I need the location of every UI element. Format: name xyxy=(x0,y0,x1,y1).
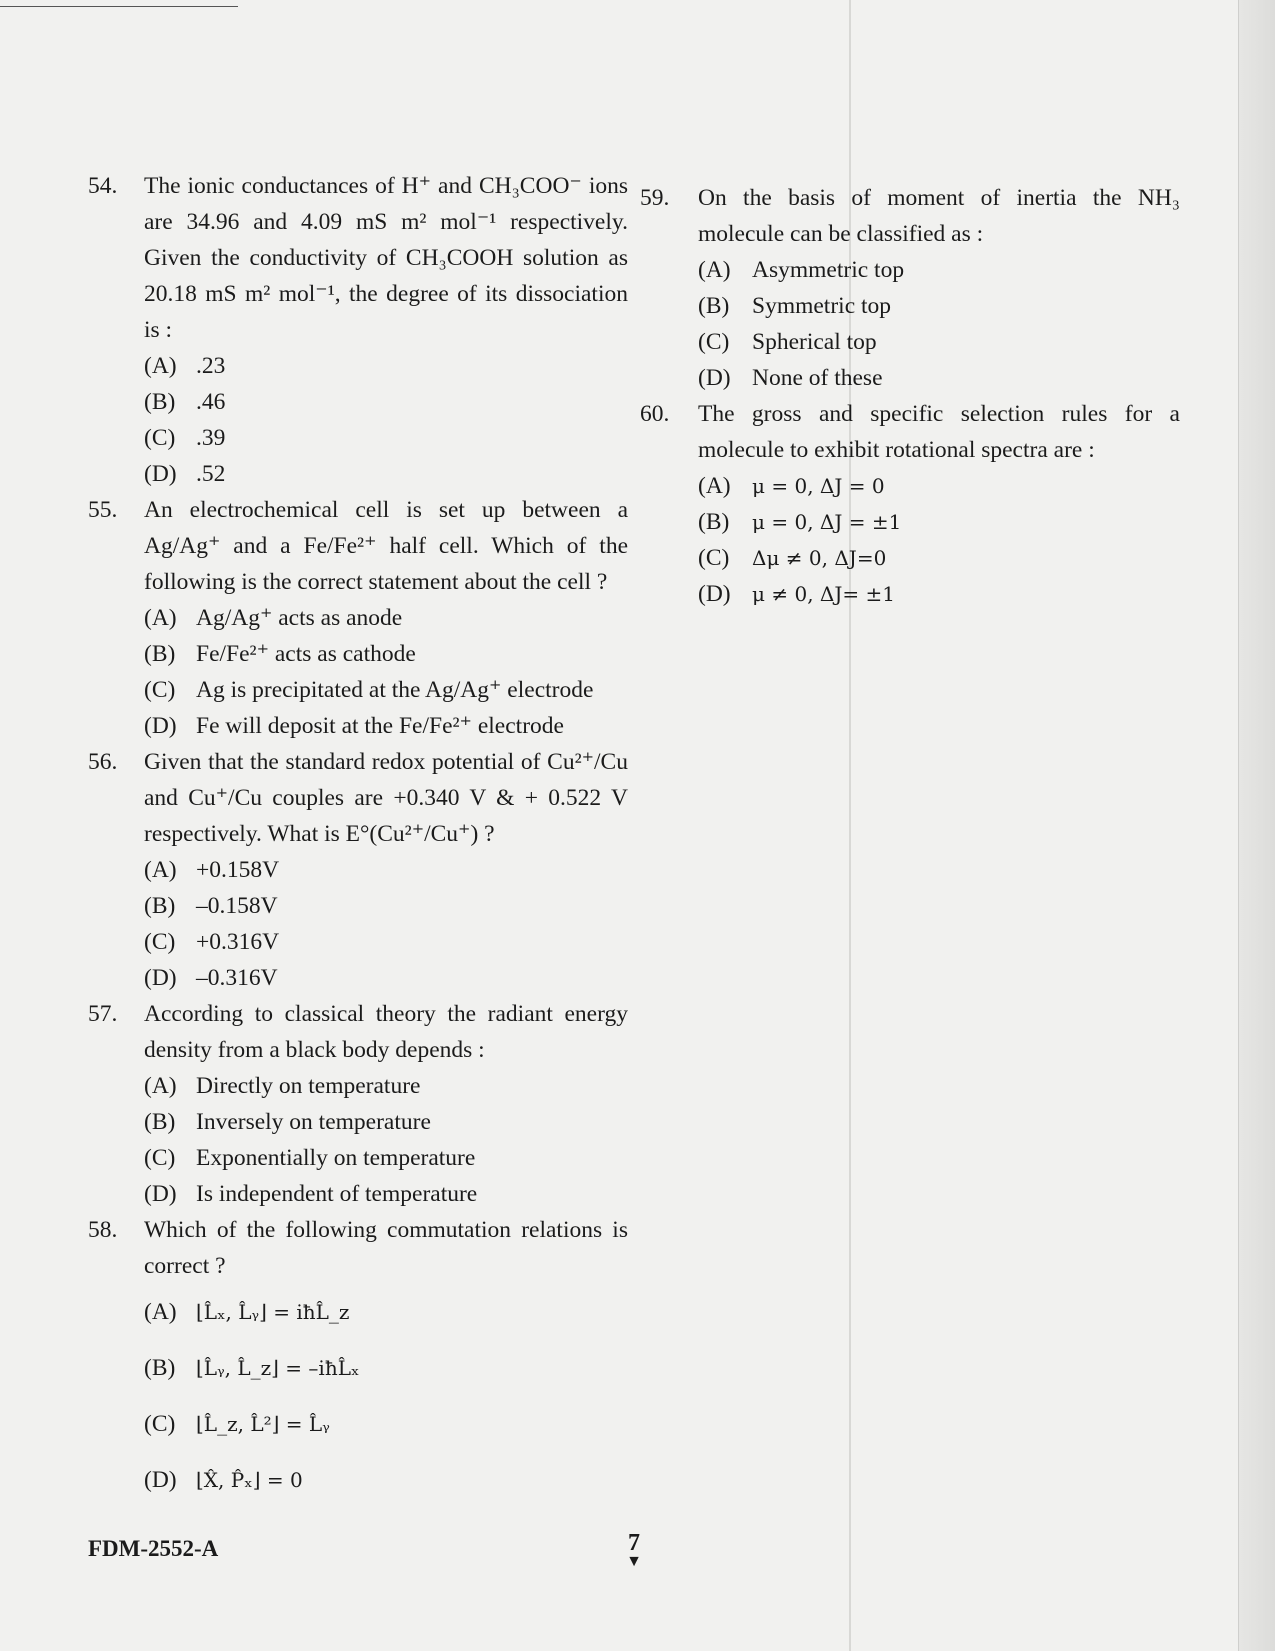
option-letter: (C) xyxy=(144,677,176,703)
option-letter: (D) xyxy=(698,365,731,391)
option-text: None of these xyxy=(752,365,883,391)
option-b xyxy=(144,384,628,420)
option-b xyxy=(144,636,628,672)
option-text: Inversely on temperature xyxy=(196,1109,431,1135)
option-letter: (A) xyxy=(698,473,731,499)
option-text: Symmetric top xyxy=(752,293,892,319)
option-a xyxy=(698,468,1180,504)
option-text: Ag/Ag⁺ acts as anode xyxy=(196,605,403,631)
option-text: μ = 0, ΔJ = ±1 xyxy=(752,510,902,534)
option-letter: (B) xyxy=(698,293,730,319)
option-a xyxy=(144,600,628,636)
option-letter: (B) xyxy=(144,1355,176,1381)
option-letter: (A) xyxy=(144,1073,177,1099)
option-b xyxy=(144,1340,628,1396)
option-letter: (B) xyxy=(144,641,176,667)
option-b xyxy=(698,504,1180,540)
option-text: .46 xyxy=(196,389,226,415)
option-c xyxy=(698,324,1180,360)
right-column xyxy=(640,180,1180,612)
question-text: Given that the standard redox potential of Cu²⁺/Cu and Cu⁺/Cu couples are +0.340 V & + 0.522 V respectively. What is E°(Cu²⁺/Cu⁺) ? xyxy=(144,749,628,847)
question-text: The gross and specific selection rules for a molecule to exhibit rotational spectra are : xyxy=(698,401,1180,463)
question-54 xyxy=(88,168,628,492)
top-rule xyxy=(0,6,238,7)
option-text: Ag is precipitated at the Ag/Ag⁺ electrode xyxy=(196,677,594,703)
option-d xyxy=(144,960,628,996)
option-d xyxy=(698,360,1180,396)
option-formula: ⌊L̂ₓ, L̂ᵧ⌋ = iħL̂_z xyxy=(196,1300,350,1324)
option-text: –0.316V xyxy=(196,965,278,991)
option-text: .52 xyxy=(196,461,226,487)
option-formula: ⌊L̂_z, L̂²⌋ = L̂ᵧ xyxy=(196,1412,330,1436)
option-d xyxy=(144,708,628,744)
option-c xyxy=(144,1140,628,1176)
option-letter: (B) xyxy=(144,893,176,919)
option-b xyxy=(144,888,628,924)
option-letter: (D) xyxy=(144,1467,177,1493)
option-letter: (C) xyxy=(144,929,176,955)
option-text: Exponentially on temperature xyxy=(196,1145,476,1171)
option-letter: (C) xyxy=(698,545,730,571)
question-60 xyxy=(640,396,1180,612)
down-arrow-icon: ▼ xyxy=(626,1553,642,1570)
option-d xyxy=(698,576,1180,612)
question-number: 55. xyxy=(88,497,118,523)
page-edge-shadow xyxy=(1238,0,1275,1651)
option-letter: (A) xyxy=(144,1299,177,1325)
paper-code: FDM-2552-A xyxy=(88,1536,219,1561)
option-formula: ⌊L̂ᵧ, L̂_z⌋ = –iħL̂ₓ xyxy=(196,1356,360,1380)
option-letter: (D) xyxy=(698,581,731,607)
question-58 xyxy=(88,1212,628,1508)
option-text: Fe/Fe²⁺ acts as cathode xyxy=(196,641,416,667)
option-text: Fe will deposit at the Fe/Fe²⁺ electrode xyxy=(196,713,564,739)
question-text: The ionic conductances of H⁺ and CH₃COO⁻ ions are 34.96 and 4.09 mS m² mol⁻¹ respectively. Given the conductivity of CH₃COOH solution as 20.18 mS m² mol⁻¹, the degree of its dissociation is : xyxy=(144,173,628,343)
option-text: Spherical top xyxy=(752,329,877,355)
option-c xyxy=(144,420,628,456)
question-number: 54. xyxy=(88,173,118,199)
option-letter: (D) xyxy=(144,1181,177,1207)
option-letter: (A) xyxy=(144,353,177,379)
option-letter: (A) xyxy=(144,857,177,883)
option-c xyxy=(144,924,628,960)
question-number: 57. xyxy=(88,1001,118,1027)
option-letter: (C) xyxy=(144,425,176,451)
option-a xyxy=(698,252,1180,288)
option-letter: (B) xyxy=(698,509,730,535)
question-55 xyxy=(88,492,628,744)
question-56 xyxy=(88,744,628,996)
option-text: μ = 0, ΔJ = 0 xyxy=(752,474,885,498)
option-text: Directly on temperature xyxy=(196,1073,421,1099)
option-letter: (A) xyxy=(144,605,177,631)
option-letter: (B) xyxy=(144,1109,176,1135)
option-d xyxy=(144,1452,628,1508)
option-letter: (D) xyxy=(144,713,177,739)
option-c xyxy=(144,672,628,708)
option-letter: (C) xyxy=(698,329,730,355)
question-number: 59. xyxy=(640,185,670,211)
option-a xyxy=(144,1068,628,1104)
option-text: Asymmetric top xyxy=(752,257,905,283)
option-c xyxy=(698,540,1180,576)
option-b xyxy=(698,288,1180,324)
option-letter: (D) xyxy=(144,461,177,487)
option-a xyxy=(144,348,628,384)
option-text: +0.158V xyxy=(196,857,280,883)
option-text: .39 xyxy=(196,425,226,451)
question-text: On the basis of moment of inertia the NH₃ molecule can be classified as : xyxy=(698,185,1180,247)
option-text: +0.316V xyxy=(196,929,280,955)
option-formula: ⌊X̂, P̂ₓ⌋ = 0 xyxy=(196,1468,303,1492)
question-text: Which of the following commutation relations is correct ? xyxy=(144,1217,628,1279)
option-letter: (C) xyxy=(144,1411,176,1437)
question-57 xyxy=(88,996,628,1212)
question-59 xyxy=(640,180,1180,396)
option-b xyxy=(144,1104,628,1140)
option-a xyxy=(144,852,628,888)
option-text: .23 xyxy=(196,353,226,379)
option-text: Is independent of temperature xyxy=(196,1181,478,1207)
question-text: An electrochemical cell is set up between a Ag/Ag⁺ and a Fe/Fe²⁺ half cell. Which of the following is the correct statement about the cell ? xyxy=(144,497,628,595)
question-text: According to classical theory the radiant energy density from a black body depends : xyxy=(144,1001,628,1063)
option-d xyxy=(144,456,628,492)
option-letter: (B) xyxy=(144,389,176,415)
option-a xyxy=(144,1284,628,1340)
option-c xyxy=(144,1396,628,1452)
question-number: 58. xyxy=(88,1217,118,1243)
left-column xyxy=(88,168,628,1508)
page-number-block xyxy=(622,1530,646,1569)
option-letter: (D) xyxy=(144,965,177,991)
page-number: 7 xyxy=(628,1530,640,1556)
option-d xyxy=(144,1176,628,1212)
question-number: 56. xyxy=(88,749,118,775)
question-number: 60. xyxy=(640,401,670,427)
option-text: μ ≠ 0, ΔJ= ±1 xyxy=(752,582,895,606)
option-text: Δμ ≠ 0, ΔJ=0 xyxy=(752,546,887,570)
option-letter: (C) xyxy=(144,1145,176,1171)
option-letter: (A) xyxy=(698,257,731,283)
option-text: –0.158V xyxy=(196,893,278,919)
